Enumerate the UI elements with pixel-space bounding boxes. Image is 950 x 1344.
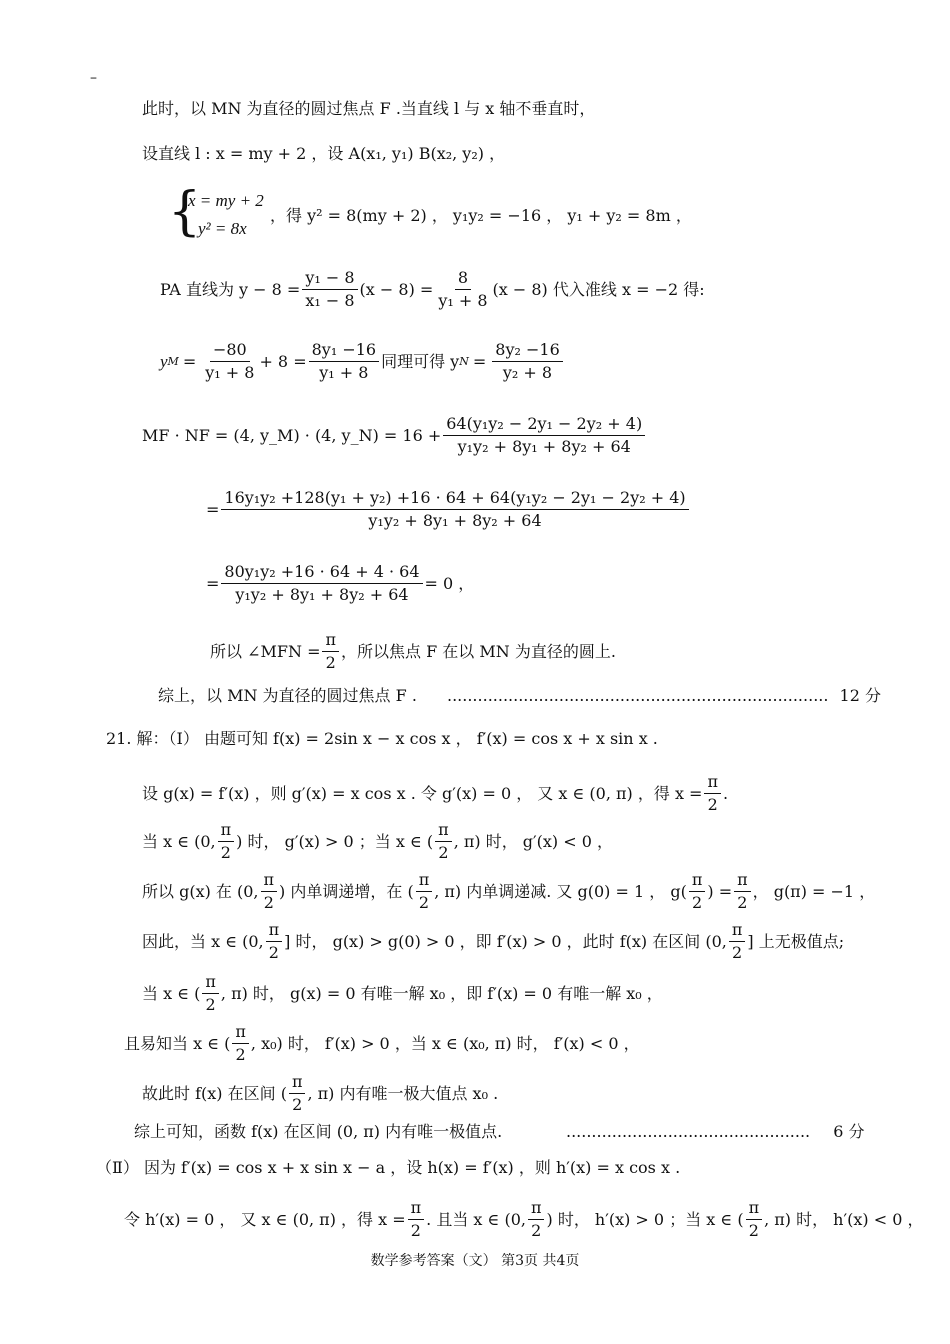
mono-f1-den: 2 [263,893,274,912]
angle-fraction [322,630,339,673]
q21-line-sign [142,820,613,863]
pa-f2-num: 8 [455,268,471,290]
system-result: ，得 y² = 8(my + 2) ， y₁y₂ = −16 ， y₁ + y₂ = 8m ， [270,206,692,225]
q21-part2-intro: （Ⅱ） 因为 f′(x) = cos x + x sin x − a ，设 h(x) = f′(x) ，则 h′(x) = x cos x . [96,1158,681,1177]
score-6: 6 分 [833,1122,865,1141]
g-b: . [722,783,729,803]
p2-a: 令 h′(x) = 0 ， 又 x ∈ (0, π) ，得 x = [124,1209,406,1229]
mono-f3-den: 2 [692,893,703,912]
text-line-2: 设直线 l : x = my + 2 ，设 A(x₁, y₁) B(x₂, y₂) ， [142,144,506,163]
p2-frac-3 [746,1198,763,1241]
q21-line-therefore [142,920,844,963]
dot-product-equation [142,414,647,457]
mono-f1-num: π [261,870,278,892]
dot-pre: MF · NF = (4, y_M) · (4, y_N) = 16 + [142,425,442,445]
score-12: 12 分 [839,686,881,705]
ym-equation [160,340,565,383]
p2-f2-num: π [528,1198,545,1220]
score-dots-2: ................................................ [566,1122,811,1141]
sign-f2-num: π [435,820,452,842]
ym-fraction-2 [309,340,379,383]
sign-b: ) 时， g′(x) > 0 ；当 x ∈ ( [236,831,434,851]
sign-frac-1 [218,820,235,863]
pa-fraction-2 [435,268,490,311]
ym-sub: M [167,354,179,368]
ym-eq: = [182,351,197,371]
sign-f2-den: 2 [438,843,449,862]
easy-f-num: π [232,1022,249,1044]
yn-intro: 同理可得 y [381,351,460,371]
max-a: 故此时 f(x) 在区间 ( [142,1083,287,1103]
q21-line-g [142,772,728,815]
mono-c: , π) 内单调递减. 又 g(0) = 1 ， g( [434,881,687,901]
uniq-f-num: π [202,972,219,994]
score-dots-1: ........................................................................... [447,686,829,705]
simplified-equation [206,562,474,605]
exp-fraction [221,488,688,531]
q21-line-easy [124,1022,640,1065]
mono-f4-den: 2 [737,893,748,912]
p2-frac-1 [408,1198,425,1241]
angle-post: ，所以焦点 F 在以 MN 为直径的圆上. [341,641,616,661]
g-frac [704,772,721,815]
ym-f1-den: y₁ + 8 [205,363,255,382]
ym-f2-num: 8y₁ −16 [309,340,379,362]
thf-b: ] 时， g(x) > g(0) > 0 ，即 f′(x) > 0 ，此时 f(x) 在区间 (0, [284,931,727,951]
pa-post: (x − 8) 代入准线 x = −2 得: [492,279,705,299]
pa-f1-den: x₁ − 8 [305,291,355,310]
mono-f3-num: π [689,870,706,892]
pa-fraction-1 [302,268,357,311]
p2-f3-num: π [746,1198,763,1220]
p2-frac-2 [528,1198,545,1241]
yn-fraction [492,340,562,383]
dot-f-den: y₁y₂ + 8y₁ + 8y₂ + 64 [457,437,631,456]
ym-f2-den: y₁ + 8 [319,363,369,382]
simp-pre: = [206,573,220,593]
g-a: 设 g(x) = f′(x) ，则 g′(x) = x cos x . 令 g′(x) = 0 ， 又 x ∈ (0, π) ，得 x = [142,783,703,803]
mono-a: 所以 g(x) 在 (0, [142,881,259,901]
system-eq-2: y² = 8x [198,219,247,238]
yn-f-den: y₂ + 8 [502,363,553,382]
q21-intro: 21. 解：（Ⅰ） 由题可知 f(x) = 2sin x − x cos x ， f′(x) = cos x + x sin x . [106,729,658,748]
system-eq-1: x = my + 2 [188,191,264,210]
pa-mid: (x − 8) = [359,279,434,299]
p2-f3-den: 2 [748,1221,759,1240]
mono-f2-num: π [416,870,433,892]
thf-frac-1 [266,920,283,963]
ym-fraction-1 [202,340,257,383]
angle-f-den: 2 [325,653,336,672]
sign-frac-2 [435,820,452,863]
yn-eq: = [472,351,487,371]
simp-fraction [221,562,422,605]
simp-f-num: 80y₁y₂ +16 · 64 + 4 · 64 [221,562,422,584]
mono-f4-num: π [734,870,751,892]
q21-line-max [142,1072,498,1115]
mono-e: ， g(π) = −1 ， [752,881,876,901]
summary-1-text: 综上，以 MN 为直径的圆过焦点 F . [158,686,417,705]
easy-frac [232,1022,249,1065]
p2-b: . 且当 x ∈ (0, [426,1209,526,1229]
sign-f1-den: 2 [220,843,231,862]
max-f-den: 2 [292,1095,303,1114]
dot-fraction [443,414,645,457]
thf-c: ] 上无极值点; [747,931,845,951]
p2-d: , π) 时， h′(x) < 0 ， [764,1209,924,1229]
mono-f2-den: 2 [418,893,430,912]
sign-a: 当 x ∈ (0, [142,831,216,851]
pa-f1-num: y₁ − 8 [302,268,357,290]
q21-line-monotonic [142,870,875,913]
mono-d: ) = [707,881,733,901]
expansion-equation [206,488,691,531]
score-line-2 [566,1121,865,1143]
q21-part2-line [124,1198,923,1241]
system-brace: { [168,182,202,242]
max-b: , π) 内有唯一极大值点 x₀ . [307,1083,499,1103]
page-footer: 数学参考答案（文） 第3页 共4页 [370,1253,580,1269]
exp-f-num: 16y₁y₂ +128(y₁ + y₂) +16 · 64 + 64(y₁y₂ − 2y₁ − 2y₂ + 4) [221,488,688,510]
angle-conclusion [210,630,616,673]
thf-f2-num: π [729,920,746,942]
thf-frac-2 [729,920,746,963]
uniq-frac [202,972,219,1015]
p2-f1-num: π [408,1198,425,1220]
mono-frac-3 [689,870,706,913]
thf-f1-den: 2 [268,943,279,962]
simp-post: = 0 ， [424,573,475,593]
summary-line-1 [158,685,417,707]
angle-f-num: π [322,630,339,652]
pa-f2-den: y₁ + 8 [438,291,488,310]
g-frac-den: 2 [707,795,718,814]
sign-c: , π) 时， g′(x) < 0 ， [453,831,614,851]
uniq-f-den: 2 [205,995,216,1014]
easy-a: 且易知当 x ∈ ( [124,1033,231,1053]
q21-line-unique [142,972,663,1015]
ym-mid: + 8 = [259,351,307,371]
max-frac [289,1072,306,1115]
mono-b: ) 内单调递增，在 ( [279,881,414,901]
ym-y: y [160,351,168,371]
uniq-a: 当 x ∈ ( [142,983,201,1003]
q21-summary: 综上可知，函数 f(x) 在区间 (0, π) 内有唯一极值点. [134,1122,503,1141]
thf-f1-num: π [266,920,283,942]
yn-sub: N [459,354,469,368]
easy-f-den: 2 [235,1045,246,1064]
p2-c: ) 时， h′(x) > 0 ；当 x ∈ ( [546,1209,744,1229]
score-line-1 [447,685,881,707]
pa-line-equation [160,268,705,311]
mono-frac-4 [734,870,751,913]
thf-f2-den: 2 [732,943,743,962]
mono-frac-2 [416,870,433,913]
p2-f2-den: 2 [531,1221,542,1240]
sign-f1-num: π [218,820,235,842]
text-line-1: 此时，以 MN 为直径的圆过焦点 F .当直线 l 与 x 轴不垂直时， [142,99,596,118]
thf-a: 因此，当 x ∈ (0, [142,931,264,951]
mono-frac-1 [261,870,278,913]
p2-f1-den: 2 [410,1221,421,1240]
corner-mark: – [90,70,97,86]
dot-f-num: 64(y₁y₂ − 2y₁ − 2y₂ + 4) [443,414,645,436]
max-f-num: π [289,1072,306,1094]
yn-f-num: 8y₂ −16 [492,340,562,362]
g-frac-num: π [704,772,721,794]
uniq-b: , π) 时， g(x) = 0 有唯一解 x₀ ，即 f′(x) = 0 有唯一解 x₀ ， [220,983,663,1003]
pa-pre: PA 直线为 y − 8 = [160,279,301,299]
exp-f-den: y₁y₂ + 8y₁ + 8y₂ + 64 [368,511,542,530]
simp-f-den: y₁y₂ + 8y₁ + 8y₂ + 64 [235,585,409,604]
angle-pre: 所以 ∠MFN = [210,641,321,661]
easy-b: , x₀) 时， f′(x) > 0 ，当 x ∈ (x₀, π) 时， f′(x) < 0 ， [250,1033,640,1053]
ym-f1-num: −80 [210,340,250,362]
exp-pre: = [206,499,220,519]
